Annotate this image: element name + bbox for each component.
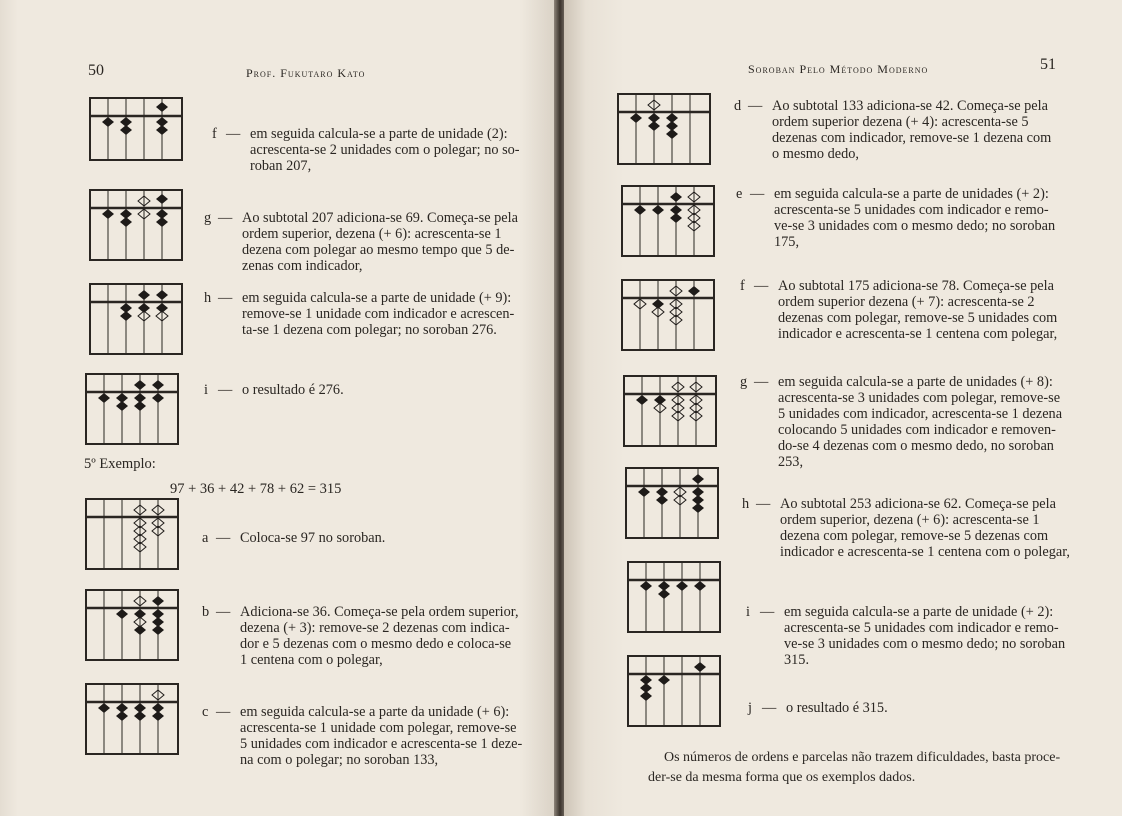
step-line: ordem superior, dezena (+ 6): acrescenta-se 1 <box>780 512 1040 528</box>
soroban-diagram-e <box>620 184 716 250</box>
step-line: dor e 5 dezenas com o mesmo dedo e coloca-se <box>240 636 512 652</box>
step-line: 5 unidades com indicador, acrescenta-se 1 dezena <box>778 406 1063 422</box>
closing-paragraph-line: der-se da mesma forma que os exemplos dados. <box>648 770 916 785</box>
step-line: Adiciona-se 36. Começa-se pela ordem superior, <box>240 604 519 620</box>
step-line: o mesmo dedo, <box>772 146 859 162</box>
step-line: acrescenta-se 5 unidades com indicador e remo- <box>784 620 1059 636</box>
soroban-diagram-f-right <box>620 278 716 344</box>
step-key: j <box>748 700 752 716</box>
step-dash: — <box>760 604 775 620</box>
step-line: o resultado é 276. <box>242 382 344 398</box>
step-line: 315. <box>784 652 810 668</box>
step-key: f <box>740 278 745 294</box>
step-dash: — <box>216 530 231 546</box>
step-line: ordem superior dezena (+ 7): acrescenta-se 2 <box>778 294 1035 310</box>
step-dash: — <box>754 374 769 390</box>
soroban-diagram-i-right <box>626 560 722 626</box>
step-line: Ao subtotal 175 adiciona-se 78. Começa-se pela <box>778 278 1054 294</box>
step-dash: — <box>756 496 771 512</box>
soroban-diagram-c <box>84 682 180 748</box>
soroban-diagram-h-right <box>624 466 720 532</box>
step-line: 253, <box>778 454 804 470</box>
page-number: 51 <box>1040 56 1056 73</box>
step-key: h <box>204 290 212 306</box>
step-dash: — <box>218 290 233 306</box>
step-line: dezena (+ 3): remove-se 2 dezenas com indica- <box>240 620 510 636</box>
step-key: i <box>746 604 750 620</box>
step-line: Ao subtotal 207 adiciona-se 69. Começa-se pela <box>242 210 518 226</box>
soroban-diagram-b <box>84 588 180 654</box>
step-key: d <box>734 98 742 114</box>
step-line: 1 centena com o polegar, <box>240 652 383 668</box>
running-head: Soroban Pelo Método Moderno <box>748 62 929 76</box>
step-line: Ao subtotal 253 adiciona-se 62. Começa-se pela <box>780 496 1056 512</box>
example-equation: 97 + 36 + 42 + 78 + 62 = 315 <box>170 481 342 497</box>
right-page <box>564 0 1122 816</box>
step-line: ordem superior dezena (+ 4): acrescenta-se 5 <box>772 114 1029 130</box>
step-line: dezena com polegar ao mesmo tempo que 5 de- <box>242 242 515 258</box>
example-label: 5º Exemplo: <box>84 456 156 472</box>
soroban-diagram-i <box>84 372 180 438</box>
step-line: zenas com indicador, <box>242 258 363 274</box>
soroban-diagram-j <box>626 654 722 720</box>
step-line: 5 unidades com indicador e acrescenta-se 1 deze- <box>240 736 523 752</box>
step-dash: — <box>216 604 231 620</box>
step-dash: — <box>218 382 233 398</box>
step-line: dezenas com indicador, remove-se 1 dezena com <box>772 130 1052 146</box>
soroban-diagram-h <box>88 282 184 348</box>
step-line: em seguida calcula-se a parte de unidade (+ 9): <box>242 290 512 306</box>
step-line: ve-se 3 unidades com o mesmo dedo; no soroban <box>784 636 1066 652</box>
closing-paragraph-line: Os números de ordens e parcelas não trazem dificuldades, basta proce- <box>664 750 1061 765</box>
step-key: i <box>204 382 208 398</box>
step-line: Coloca-se 97 no soroban. <box>240 530 386 546</box>
step-line: ta-se 1 dezena com polegar; no soroban 276. <box>242 322 497 338</box>
soroban-diagram-g <box>88 188 184 254</box>
step-dash: — <box>748 98 763 114</box>
page-number: 50 <box>88 62 104 79</box>
step-line: dezenas com polegar, remove-se 5 unidades com <box>778 310 1058 326</box>
running-head: Prof. Fukutaro Kato <box>246 66 366 80</box>
step-line: indicador e acrescenta-se 1 centena com polegar, <box>778 326 1058 342</box>
step-line: acrescenta-se 1 unidade com polegar, remove-se <box>240 720 517 736</box>
step-line: em seguida calcula-se a parte de unidade (2): <box>250 126 508 142</box>
soroban-diagram-a <box>84 497 180 563</box>
step-key: g <box>740 374 748 390</box>
step-line: em seguida calcula-se a parte de unidades (+ 8): <box>778 374 1053 390</box>
step-key: g <box>204 210 212 226</box>
step-line: roban 207, <box>250 158 312 174</box>
step-key: a <box>202 530 209 546</box>
step-line: colocando 5 unidades com indicador e removen- <box>778 422 1056 438</box>
step-key: f <box>212 126 217 142</box>
step-line: ordem superior, dezena (+ 6): acrescenta-se 1 <box>242 226 502 242</box>
step-line: indicador e acrescenta-se 1 centena com o polegar, <box>780 544 1070 560</box>
left-page <box>0 0 556 816</box>
soroban-diagram-d <box>616 92 712 158</box>
step-line: dezena com polegar, remove-se 5 dezenas com <box>780 528 1049 544</box>
step-line: acrescenta-se 3 unidades com polegar, remove-se <box>778 390 1061 406</box>
step-key: h <box>742 496 750 512</box>
step-dash: — <box>762 700 777 716</box>
step-line: do-se 4 dezenas com o mesmo dedo, no soroban <box>778 438 1054 454</box>
step-dash: — <box>218 210 233 226</box>
soroban-diagram-f <box>88 96 184 162</box>
step-line: acrescenta-se 5 unidades com indicador e remo- <box>774 202 1049 218</box>
step-key: b <box>202 604 210 620</box>
step-line: 175, <box>774 234 800 250</box>
step-dash: — <box>754 278 769 294</box>
step-line: em seguida calcula-se a parte da unidade (+ 6): <box>240 704 510 720</box>
step-line: em seguida calcula-se a parte de unidades (+ 2): <box>774 186 1049 202</box>
step-line: o resultado é 315. <box>786 700 888 716</box>
step-line: remove-se 1 unidade com indicador e acrescen- <box>242 306 515 322</box>
step-key: e <box>736 186 743 202</box>
step-key: c <box>202 704 209 720</box>
step-dash: — <box>216 704 231 720</box>
step-line: ve-se 3 unidades com o mesmo dedo; no soroban <box>774 218 1056 234</box>
step-dash: — <box>226 126 241 142</box>
step-line: Ao subtotal 133 adiciona-se 42. Começa-se pela <box>772 98 1048 114</box>
step-line: acrescenta-se 2 unidades com o polegar; no so- <box>250 142 520 158</box>
soroban-diagram-g-right <box>622 374 718 440</box>
step-dash: — <box>750 186 765 202</box>
step-line: em seguida calcula-se a parte de unidade (+ 2): <box>784 604 1054 620</box>
step-line: na com o polegar; no soroban 133, <box>240 752 439 768</box>
